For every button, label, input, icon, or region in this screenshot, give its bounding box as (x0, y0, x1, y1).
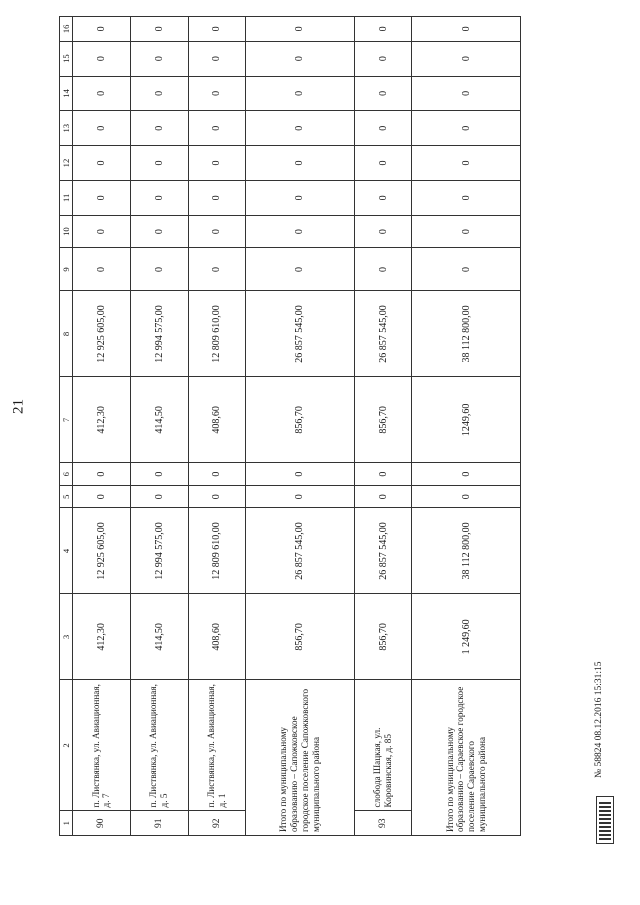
value-cell-col-3: 412,30 (73, 594, 131, 680)
column-header-7: 7 (60, 377, 73, 463)
column-header-11: 11 (60, 180, 73, 215)
value-cell-col-12: 0 (73, 146, 131, 181)
row-number-cell: 91 (130, 811, 188, 836)
housing-table (59, 16, 521, 836)
value-cell-col-11: 0 (354, 180, 412, 215)
value-cell-col-7: 1249,60 (412, 377, 521, 463)
value-cell-col-8: 26 857 545,00 (246, 291, 354, 377)
row-number-cell: 90 (73, 811, 131, 836)
total-label-cell: Итого по муниципальному образованию – Сараевское городское поселение Сараевского муниципального района (412, 680, 521, 836)
value-cell-col-14: 0 (73, 76, 131, 111)
value-cell-col-13: 0 (246, 111, 354, 146)
column-header-9: 9 (60, 248, 73, 291)
address-cell: п. Листвянка, ул. Авиационная, д. 1 (188, 680, 246, 811)
value-cell-col-14: 0 (354, 76, 412, 111)
row-number-cell: 93 (354, 811, 412, 836)
column-header-12: 12 (60, 146, 73, 181)
value-cell-col-7: 408,60 (188, 377, 246, 463)
value-cell-col-8: 12 925 605,00 (73, 291, 131, 377)
value-cell-col-15: 0 (130, 41, 188, 76)
column-header-3: 3 (60, 594, 73, 680)
value-cell-col-12: 0 (246, 146, 354, 181)
column-header-15: 15 (60, 41, 73, 76)
value-cell-col-11: 0 (130, 180, 188, 215)
value-cell-col-10: 0 (246, 215, 354, 248)
value-cell-col-14: 0 (188, 76, 246, 111)
table-row (246, 17, 354, 836)
value-cell-col-11: 0 (412, 180, 521, 215)
value-cell-col-15: 0 (412, 41, 521, 76)
value-cell-col-7: 414,50 (130, 377, 188, 463)
value-cell-col-11: 0 (246, 180, 354, 215)
value-cell-col-6: 0 (188, 463, 246, 486)
value-cell-col-15: 0 (246, 41, 354, 76)
address-cell: слобода Шацкая, ул. Коровинская, д. 85 (354, 680, 412, 811)
value-cell-col-5: 0 (188, 485, 246, 508)
value-cell-col-10: 0 (188, 215, 246, 248)
column-header-4: 4 (60, 508, 73, 594)
value-cell-col-16: 0 (130, 17, 188, 42)
value-cell-col-9: 0 (412, 248, 521, 291)
value-cell-col-13: 0 (188, 111, 246, 146)
value-cell-col-11: 0 (73, 180, 131, 215)
value-cell-col-9: 0 (73, 248, 131, 291)
value-cell-col-15: 0 (188, 41, 246, 76)
value-cell-col-14: 0 (130, 76, 188, 111)
value-cell-col-8: 38 112 800,00 (412, 291, 521, 377)
value-cell-col-11: 0 (188, 180, 246, 215)
value-cell-col-4: 26 857 545,00 (354, 508, 412, 594)
rotated-table-wrapper (59, 16, 521, 836)
address-cell: п. Листвянка, ул. Авиационная, д. 5 (130, 680, 188, 811)
total-label-cell: Итого по муниципальному образованию – Сапожковское городское поселение Сапожковского муниципального района (246, 680, 354, 836)
page-number: 21 (10, 399, 27, 414)
value-cell-col-5: 0 (354, 485, 412, 508)
value-cell-col-7: 856,70 (246, 377, 354, 463)
value-cell-col-9: 0 (130, 248, 188, 291)
value-cell-col-3: 1 249,60 (412, 594, 521, 680)
value-cell-col-6: 0 (354, 463, 412, 486)
value-cell-col-13: 0 (412, 111, 521, 146)
value-cell-col-16: 0 (188, 17, 246, 42)
value-cell-col-14: 0 (246, 76, 354, 111)
value-cell-col-10: 0 (130, 215, 188, 248)
value-cell-col-4: 12 809 610,00 (188, 508, 246, 594)
value-cell-col-16: 0 (412, 17, 521, 42)
value-cell-col-13: 0 (130, 111, 188, 146)
value-cell-col-9: 0 (188, 248, 246, 291)
value-cell-col-16: 0 (246, 17, 354, 42)
value-cell-col-7: 856,70 (354, 377, 412, 463)
value-cell-col-8: 12 809 610,00 (188, 291, 246, 377)
table-row (412, 17, 521, 836)
value-cell-col-16: 0 (354, 17, 412, 42)
value-cell-col-13: 0 (354, 111, 412, 146)
table-row (354, 17, 412, 836)
value-cell-col-10: 0 (354, 215, 412, 248)
column-header-5: 5 (60, 485, 73, 508)
column-header-1: 1 (60, 811, 73, 836)
value-cell-col-12: 0 (412, 146, 521, 181)
table-body (73, 17, 521, 836)
column-header-14: 14 (60, 76, 73, 111)
value-cell-col-12: 0 (354, 146, 412, 181)
stamp-barcode-icon (599, 800, 611, 840)
registration-footer (594, 598, 612, 778)
value-cell-col-5: 0 (246, 485, 354, 508)
table-row (130, 17, 188, 836)
value-cell-col-6: 0 (73, 463, 131, 486)
value-cell-col-14: 0 (412, 76, 521, 111)
registration-number: № 58824 08.12.2016 15:31:15 (594, 661, 604, 778)
value-cell-col-6: 0 (412, 463, 521, 486)
value-cell-col-3: 408,60 (188, 594, 246, 680)
value-cell-col-8: 26 857 545,00 (354, 291, 412, 377)
row-number-cell: 92 (188, 811, 246, 836)
value-cell-col-4: 12 925 605,00 (73, 508, 131, 594)
table-row (188, 17, 246, 836)
value-cell-col-6: 0 (246, 463, 354, 486)
value-cell-col-3: 856,70 (246, 594, 354, 680)
value-cell-col-6: 0 (130, 463, 188, 486)
value-cell-col-13: 0 (73, 111, 131, 146)
column-header-6: 6 (60, 463, 73, 486)
value-cell-col-7: 412,30 (73, 377, 131, 463)
value-cell-col-9: 0 (246, 248, 354, 291)
value-cell-col-10: 0 (73, 215, 131, 248)
value-cell-col-5: 0 (73, 485, 131, 508)
column-header-2: 2 (60, 680, 73, 811)
column-header-8: 8 (60, 291, 73, 377)
value-cell-col-4: 12 994 575,00 (130, 508, 188, 594)
value-cell-col-10: 0 (412, 215, 521, 248)
address-cell: п. Листвянка, ул. Авиационная, д. 7 (73, 680, 131, 811)
value-cell-col-5: 0 (130, 485, 188, 508)
value-cell-col-4: 26 857 545,00 (246, 508, 354, 594)
value-cell-col-16: 0 (73, 17, 131, 42)
value-cell-col-15: 0 (354, 41, 412, 76)
value-cell-col-15: 0 (73, 41, 131, 76)
column-header-16: 16 (60, 17, 73, 42)
value-cell-col-3: 414,50 (130, 594, 188, 680)
column-header-10: 10 (60, 215, 73, 248)
value-cell-col-12: 0 (130, 146, 188, 181)
value-cell-col-4: 38 112 800,00 (412, 508, 521, 594)
header-row (60, 17, 73, 836)
value-cell-col-12: 0 (188, 146, 246, 181)
value-cell-col-9: 0 (354, 248, 412, 291)
stamp-logo (596, 796, 614, 844)
value-cell-col-3: 856,70 (354, 594, 412, 680)
value-cell-col-8: 12 994 575,00 (130, 291, 188, 377)
column-header-13: 13 (60, 111, 73, 146)
value-cell-col-5: 0 (412, 485, 521, 508)
table-row (73, 17, 131, 836)
